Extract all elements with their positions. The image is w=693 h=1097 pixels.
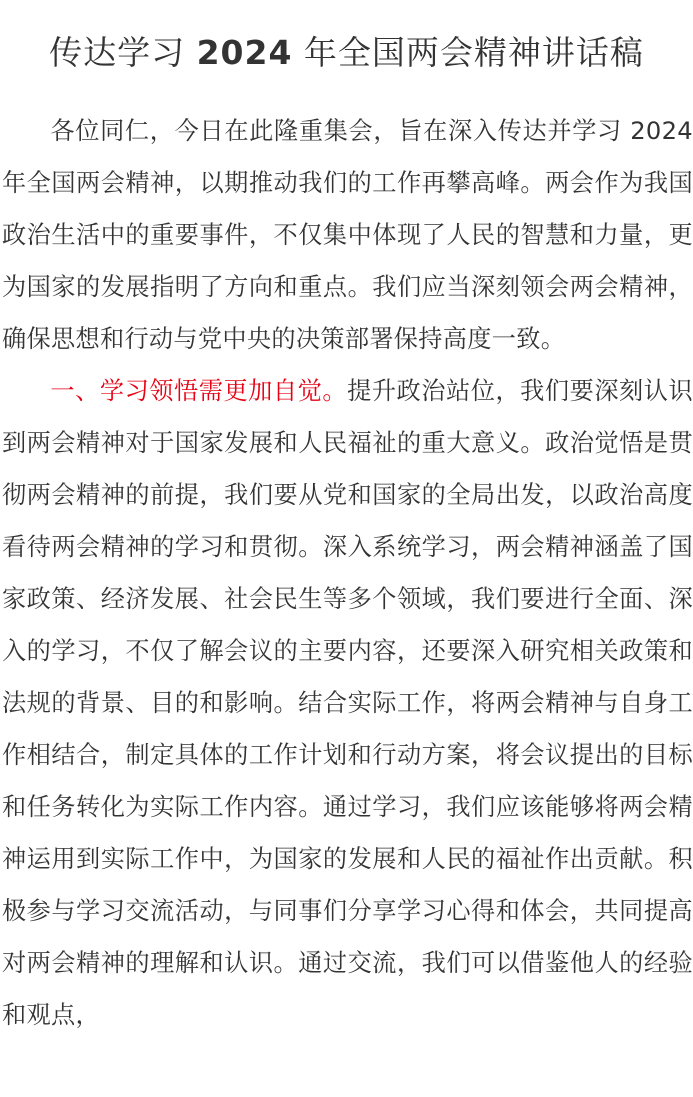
title-suffix: 年全国两会精神讲话稿 xyxy=(292,33,644,72)
section-one-heading: 一、学习领悟需更加自觉。 xyxy=(50,377,348,405)
intro-paragraph xyxy=(2,105,693,365)
document-title xyxy=(0,0,693,76)
section-one-text: 提升政治站位，我们要深刻认识到两会精神对于国家发展和人民福祉的重大意义。政治觉悟是贯彻两会精神的前提，我们要从党和国家的全局出发，以政治高度看待两会精神的学习和贯彻。深入系统学习，两会精神涵盖了国家政策、经济发展、社会民生等多个领域，我们要进行全面、深入的学习，不仅了解会议的主要内容，还要深入研究相关政策和法规的背景、目的和影响。结合实际工作，将两会精神与自身工作相结合，制定具体的工作计划和行动方案，将会议提出的目标和任务转化为实际工作内容。通过学习，我们应该能够将两会精神运用到实际工作中，为国家的发展和人民的福祉作出贡献。积极参与学习交流活动，与同事们分享学习心得和体会，共同提高对两会精神的理解和认识。通过交流，我们可以借鉴他人的经验和观点， xyxy=(2,377,693,1029)
intro-paragraph-text: 各位同仁，今日在此隆重集会，旨在深入传达并学习 2024 年全国两会精神，以期推动我们的工作再攀高峰。两会作为我国政治生活中的重要事件，不仅集中体现了人民的智慧和力量，更为国家的发展指明了方向和重点。我们应当深刻领会两会精神，确保思想和行动与党中央的决策部署保持高度一致。 xyxy=(2,117,693,353)
document-body xyxy=(2,105,693,1041)
title-year: 2024 xyxy=(196,33,293,72)
title-prefix: 传达学习 xyxy=(49,33,197,72)
section-one-paragraph xyxy=(2,365,693,1041)
